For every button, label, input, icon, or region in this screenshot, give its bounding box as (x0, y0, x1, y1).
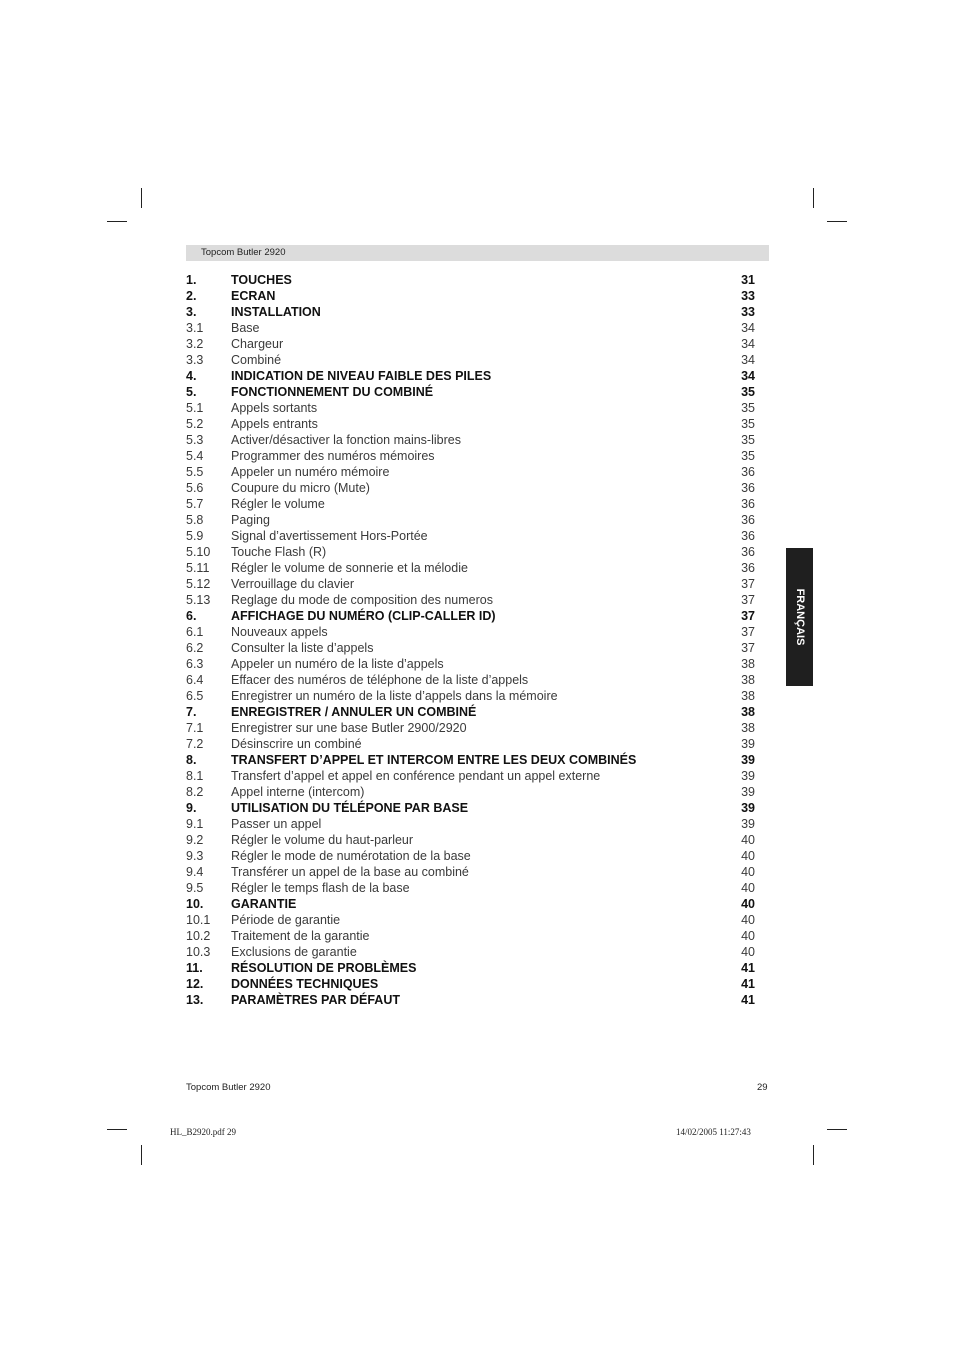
toc-entry (186, 368, 756, 384)
toc-entry-number: 4. (186, 369, 197, 383)
toc-entry-number: 5.6 (186, 481, 204, 495)
toc-entry-number: 7.1 (186, 721, 204, 735)
toc-entry-number: 10. (186, 897, 204, 911)
toc-entry-title: Paging (231, 513, 270, 527)
toc-entry-page: 40 (741, 913, 755, 927)
toc-entry-title: ECRAN (231, 289, 276, 303)
toc-entry-number: 8.2 (186, 785, 204, 799)
toc-entry-title: Nouveaux appels (231, 625, 328, 639)
toc-entry-number: 5.11 (186, 561, 210, 575)
toc-entry (186, 576, 756, 592)
toc-entry-page: 39 (741, 737, 755, 751)
toc-entry-page: 35 (741, 417, 755, 431)
toc-entry (186, 832, 756, 848)
toc-entry (186, 480, 756, 496)
toc-entry-title: Enregistrer sur une base Butler 2900/2920 (231, 721, 467, 735)
toc-entry-number: 5.1 (186, 401, 204, 415)
toc-entry (186, 432, 756, 448)
toc-entry-number: 11. (186, 961, 203, 975)
toc-entry-number: 9.3 (186, 849, 204, 863)
toc-entry-number: 5.12 (186, 577, 211, 591)
toc-entry-page: 37 (741, 593, 755, 607)
toc-entry-page: 41 (741, 961, 755, 975)
toc-entry (186, 672, 756, 688)
toc-entry-number: 7.2 (186, 737, 204, 751)
toc-entry-number: 6.1 (186, 625, 204, 639)
toc-entry-number: 6.5 (186, 689, 204, 703)
toc-entry-number: 3.1 (186, 321, 204, 335)
toc-entry-page: 31 (741, 273, 755, 287)
toc-entry-page: 39 (741, 785, 755, 799)
toc-entry-page: 35 (741, 433, 755, 447)
toc-entry-page: 39 (741, 769, 755, 783)
toc-entry-title: Passer un appel (231, 817, 322, 831)
toc-entry (186, 544, 756, 560)
toc-entry-title: Régler le mode de numérotation de la base (231, 849, 471, 863)
toc-entry-title: Enregistrer un numéro de la liste d’appels dans la mémoire (231, 689, 558, 703)
toc-entry-title: GARANTIE (231, 897, 297, 911)
toc-entry-page: 36 (741, 513, 755, 527)
toc-entry-number: 3. (186, 305, 197, 319)
toc-entry-page: 39 (741, 753, 755, 767)
toc-entry (186, 896, 756, 912)
toc-entry-number: 6.2 (186, 641, 204, 655)
toc-entry (186, 592, 756, 608)
toc-entry (186, 848, 756, 864)
toc-entry-title: Reglage du mode de composition des numeros (231, 593, 493, 607)
toc-entry (186, 640, 756, 656)
crop-mark (813, 1145, 814, 1165)
toc-entry-title: RÉSOLUTION DE PROBLÈMES (231, 961, 417, 975)
toc-entry (186, 752, 756, 768)
toc-entry (186, 816, 756, 832)
toc-entry-title: Exclusions de garantie (231, 945, 357, 959)
toc-entry (186, 656, 756, 672)
toc-entry (186, 624, 756, 640)
toc-entry (186, 960, 756, 976)
header-title: Topcom Butler 2920 (201, 247, 286, 258)
toc-entry-title: Période de garantie (231, 913, 341, 927)
toc-entry-title: Activer/désactiver la fonction mains-libres (231, 433, 461, 447)
toc-entry-number: 5.4 (186, 449, 204, 463)
toc-entry-page: 36 (741, 497, 755, 511)
toc-entry-page: 36 (741, 545, 755, 559)
toc-entry-title: INSTALLATION (231, 305, 321, 319)
toc-entry (186, 784, 756, 800)
crop-mark (141, 1145, 142, 1165)
crop-mark (107, 1129, 127, 1130)
toc-entry-page: 39 (741, 817, 755, 831)
toc-entry-number: 5. (186, 385, 197, 399)
toc-entry-title: Appels sortants (231, 401, 318, 415)
toc-entry-title: FONCTIONNEMENT DU COMBINÉ (231, 385, 434, 399)
toc-entry-page: 34 (741, 337, 755, 351)
toc-entry-number: 8. (186, 753, 197, 767)
print-file-info: HL_B2920.pdf 29 (170, 1127, 236, 1137)
toc-entry-page: 38 (741, 657, 755, 671)
crop-mark (107, 221, 127, 222)
toc-entry-page: 37 (741, 625, 755, 639)
toc-entry-number: 6. (186, 609, 197, 623)
toc-entry-number: 13. (186, 993, 204, 1007)
toc-entry (186, 400, 756, 416)
toc-entry-page: 38 (741, 673, 755, 687)
footer-page-number: 29 (757, 1082, 768, 1093)
toc-entry-title: AFFICHAGE DU NUMÉRO (CLIP-CALLER ID) (231, 609, 496, 623)
toc-entry-title: PARAMÈTRES PAR DÉFAUT (231, 993, 400, 1007)
toc-entry (186, 688, 756, 704)
toc-entry (186, 944, 756, 960)
toc-entry-title: Base (231, 321, 260, 335)
toc-entry-page: 37 (741, 641, 755, 655)
toc-entry-page: 36 (741, 561, 755, 575)
toc-entry-title: Appels entrants (231, 417, 318, 431)
crop-mark (141, 188, 142, 208)
toc-entry-title: TRANSFERT D’APPEL ET INTERCOM ENTRE LES DEUX COMBINÉS (231, 753, 637, 767)
language-tab (786, 548, 813, 686)
toc-entry-number: 5.7 (186, 497, 204, 511)
toc-entry-page: 35 (741, 449, 755, 463)
toc-entry-title: Appeler un numéro mémoire (231, 465, 390, 479)
toc-entry-number: 5.5 (186, 465, 204, 479)
toc-entry-page: 38 (741, 721, 755, 735)
toc-entry-number: 9.4 (186, 865, 204, 879)
footer-title: Topcom Butler 2920 (186, 1082, 271, 1093)
toc-entry-title: Signal d’avertissement Hors-Portée (231, 529, 428, 543)
toc-entry-title: Traitement de la garantie (231, 929, 370, 943)
toc-entry (186, 720, 756, 736)
toc-entry-page: 40 (741, 929, 755, 943)
toc-entry-title: DONNÉES TECHNIQUES (231, 977, 379, 991)
toc-entry-number: 6.3 (186, 657, 204, 671)
toc-entry (186, 768, 756, 784)
toc-entry (186, 928, 756, 944)
toc-entry-page: 41 (741, 977, 755, 991)
toc-entry-number: 6.4 (186, 673, 204, 687)
toc-entry-title: Désinscrire un combiné (231, 737, 362, 751)
language-tab-label: FRANÇAIS (793, 588, 806, 646)
print-datetime: 14/02/2005 11:27:43 (676, 1127, 751, 1137)
toc-entry (186, 992, 756, 1008)
toc-entry-title: Touche Flash (R) (231, 545, 327, 559)
toc-entry-number: 9.1 (186, 817, 204, 831)
toc-entry-number: 5.9 (186, 529, 204, 543)
toc-entry-title: Régler le volume du haut-parleur (231, 833, 414, 847)
toc-entry-number: 3.2 (186, 337, 204, 351)
toc-entry (186, 976, 756, 992)
toc-entry-page: 34 (741, 321, 755, 335)
header-band (186, 245, 769, 261)
toc-entry-number: 9.5 (186, 881, 204, 895)
toc-entry-page: 34 (741, 353, 755, 367)
toc-entry-number: 9.2 (186, 833, 204, 847)
toc-entry-page: 38 (741, 689, 755, 703)
toc-entry-title: Régler le volume (231, 497, 325, 511)
toc-entry-page: 40 (741, 897, 755, 911)
toc-entry-number: 5.10 (186, 545, 211, 559)
table-of-contents (186, 272, 756, 1008)
crop-mark (827, 221, 847, 222)
toc-entry-number: 5.8 (186, 513, 204, 527)
toc-entry (186, 304, 756, 320)
toc-entry-number: 10.2 (186, 929, 211, 943)
toc-entry-title: TOUCHES (231, 273, 292, 287)
toc-entry (186, 528, 756, 544)
toc-entry (186, 880, 756, 896)
toc-entry-page: 35 (741, 385, 755, 399)
toc-entry-page: 38 (741, 705, 755, 719)
toc-entry-title: Appeler un numéro de la liste d’appels (231, 657, 444, 671)
toc-entry-number: 5.13 (186, 593, 211, 607)
toc-entry-title: Transférer un appel de la base au combiné (231, 865, 469, 879)
toc-entry-page: 39 (741, 801, 755, 815)
toc-entry-number: 5.2 (186, 417, 204, 431)
toc-entry (186, 736, 756, 752)
crop-mark (813, 188, 814, 208)
toc-entry-number: 1. (186, 273, 197, 287)
toc-entry (186, 384, 756, 400)
toc-entry-page: 40 (741, 833, 755, 847)
toc-entry (186, 288, 756, 304)
toc-entry-page: 33 (741, 289, 755, 303)
toc-entry-page: 37 (741, 577, 755, 591)
toc-entry-title: Effacer des numéros de téléphone de la liste d’appels (231, 673, 529, 687)
toc-entry (186, 272, 756, 288)
toc-entry (186, 800, 756, 816)
toc-entry-title: Régler le temps flash de la base (231, 881, 410, 895)
toc-entry-number: 7. (186, 705, 197, 719)
toc-entry (186, 464, 756, 480)
crop-mark (827, 1129, 847, 1130)
toc-entry (186, 560, 756, 576)
toc-entry-page: 40 (741, 881, 755, 895)
toc-entry-title: Appel interne (intercom) (231, 785, 365, 799)
toc-entry-title: INDICATION DE NIVEAU FAIBLE DES PILES (231, 369, 492, 383)
toc-entry-title: Consulter la liste d’appels (231, 641, 374, 655)
toc-entry (186, 608, 756, 624)
toc-entry (186, 352, 756, 368)
toc-entry-page: 35 (741, 401, 755, 415)
toc-entry-page: 36 (741, 465, 755, 479)
toc-entry-page: 33 (741, 305, 755, 319)
toc-entry-title: Chargeur (231, 337, 284, 351)
toc-entry (186, 416, 756, 432)
toc-entry-page: 40 (741, 945, 755, 959)
toc-entry-title: ENREGISTRER / ANNULER UN COMBINÉ (231, 705, 477, 719)
toc-entry-number: 10.1 (186, 913, 211, 927)
toc-entry (186, 496, 756, 512)
toc-entry-title: Programmer des numéros mémoires (231, 449, 435, 463)
toc-entry-title: UTILISATION DU TÉLÉPONE PAR BASE (231, 801, 469, 815)
toc-entry-page: 41 (741, 993, 755, 1007)
toc-entry-page: 36 (741, 529, 755, 543)
toc-entry-number: 3.3 (186, 353, 204, 367)
toc-entry-page: 37 (741, 609, 755, 623)
toc-entry-number: 10.3 (186, 945, 211, 959)
toc-entry-title: Combiné (231, 353, 282, 367)
toc-entry-page: 40 (741, 849, 755, 863)
toc-entry-title: Régler le volume de sonnerie et la mélodie (231, 561, 468, 575)
toc-entry (186, 704, 756, 720)
toc-entry-number: 12. (186, 977, 204, 991)
toc-entry-page: 36 (741, 481, 755, 495)
toc-entry (186, 320, 756, 336)
toc-entry (186, 448, 756, 464)
toc-entry (186, 912, 756, 928)
toc-entry-page: 34 (741, 369, 755, 383)
toc-entry-title: Transfert d’appel et appel en conférence pendant un appel externe (231, 769, 601, 783)
toc-entry-number: 9. (186, 801, 197, 815)
toc-entry-number: 8.1 (186, 769, 204, 783)
toc-entry (186, 336, 756, 352)
toc-entry (186, 512, 756, 528)
toc-entry-number: 2. (186, 289, 197, 303)
toc-entry (186, 864, 756, 880)
toc-entry-title: Coupure du micro (Mute) (231, 481, 370, 495)
toc-entry-number: 5.3 (186, 433, 204, 447)
toc-entry-page: 40 (741, 865, 755, 879)
toc-entry-title: Verrouillage du clavier (231, 577, 354, 591)
